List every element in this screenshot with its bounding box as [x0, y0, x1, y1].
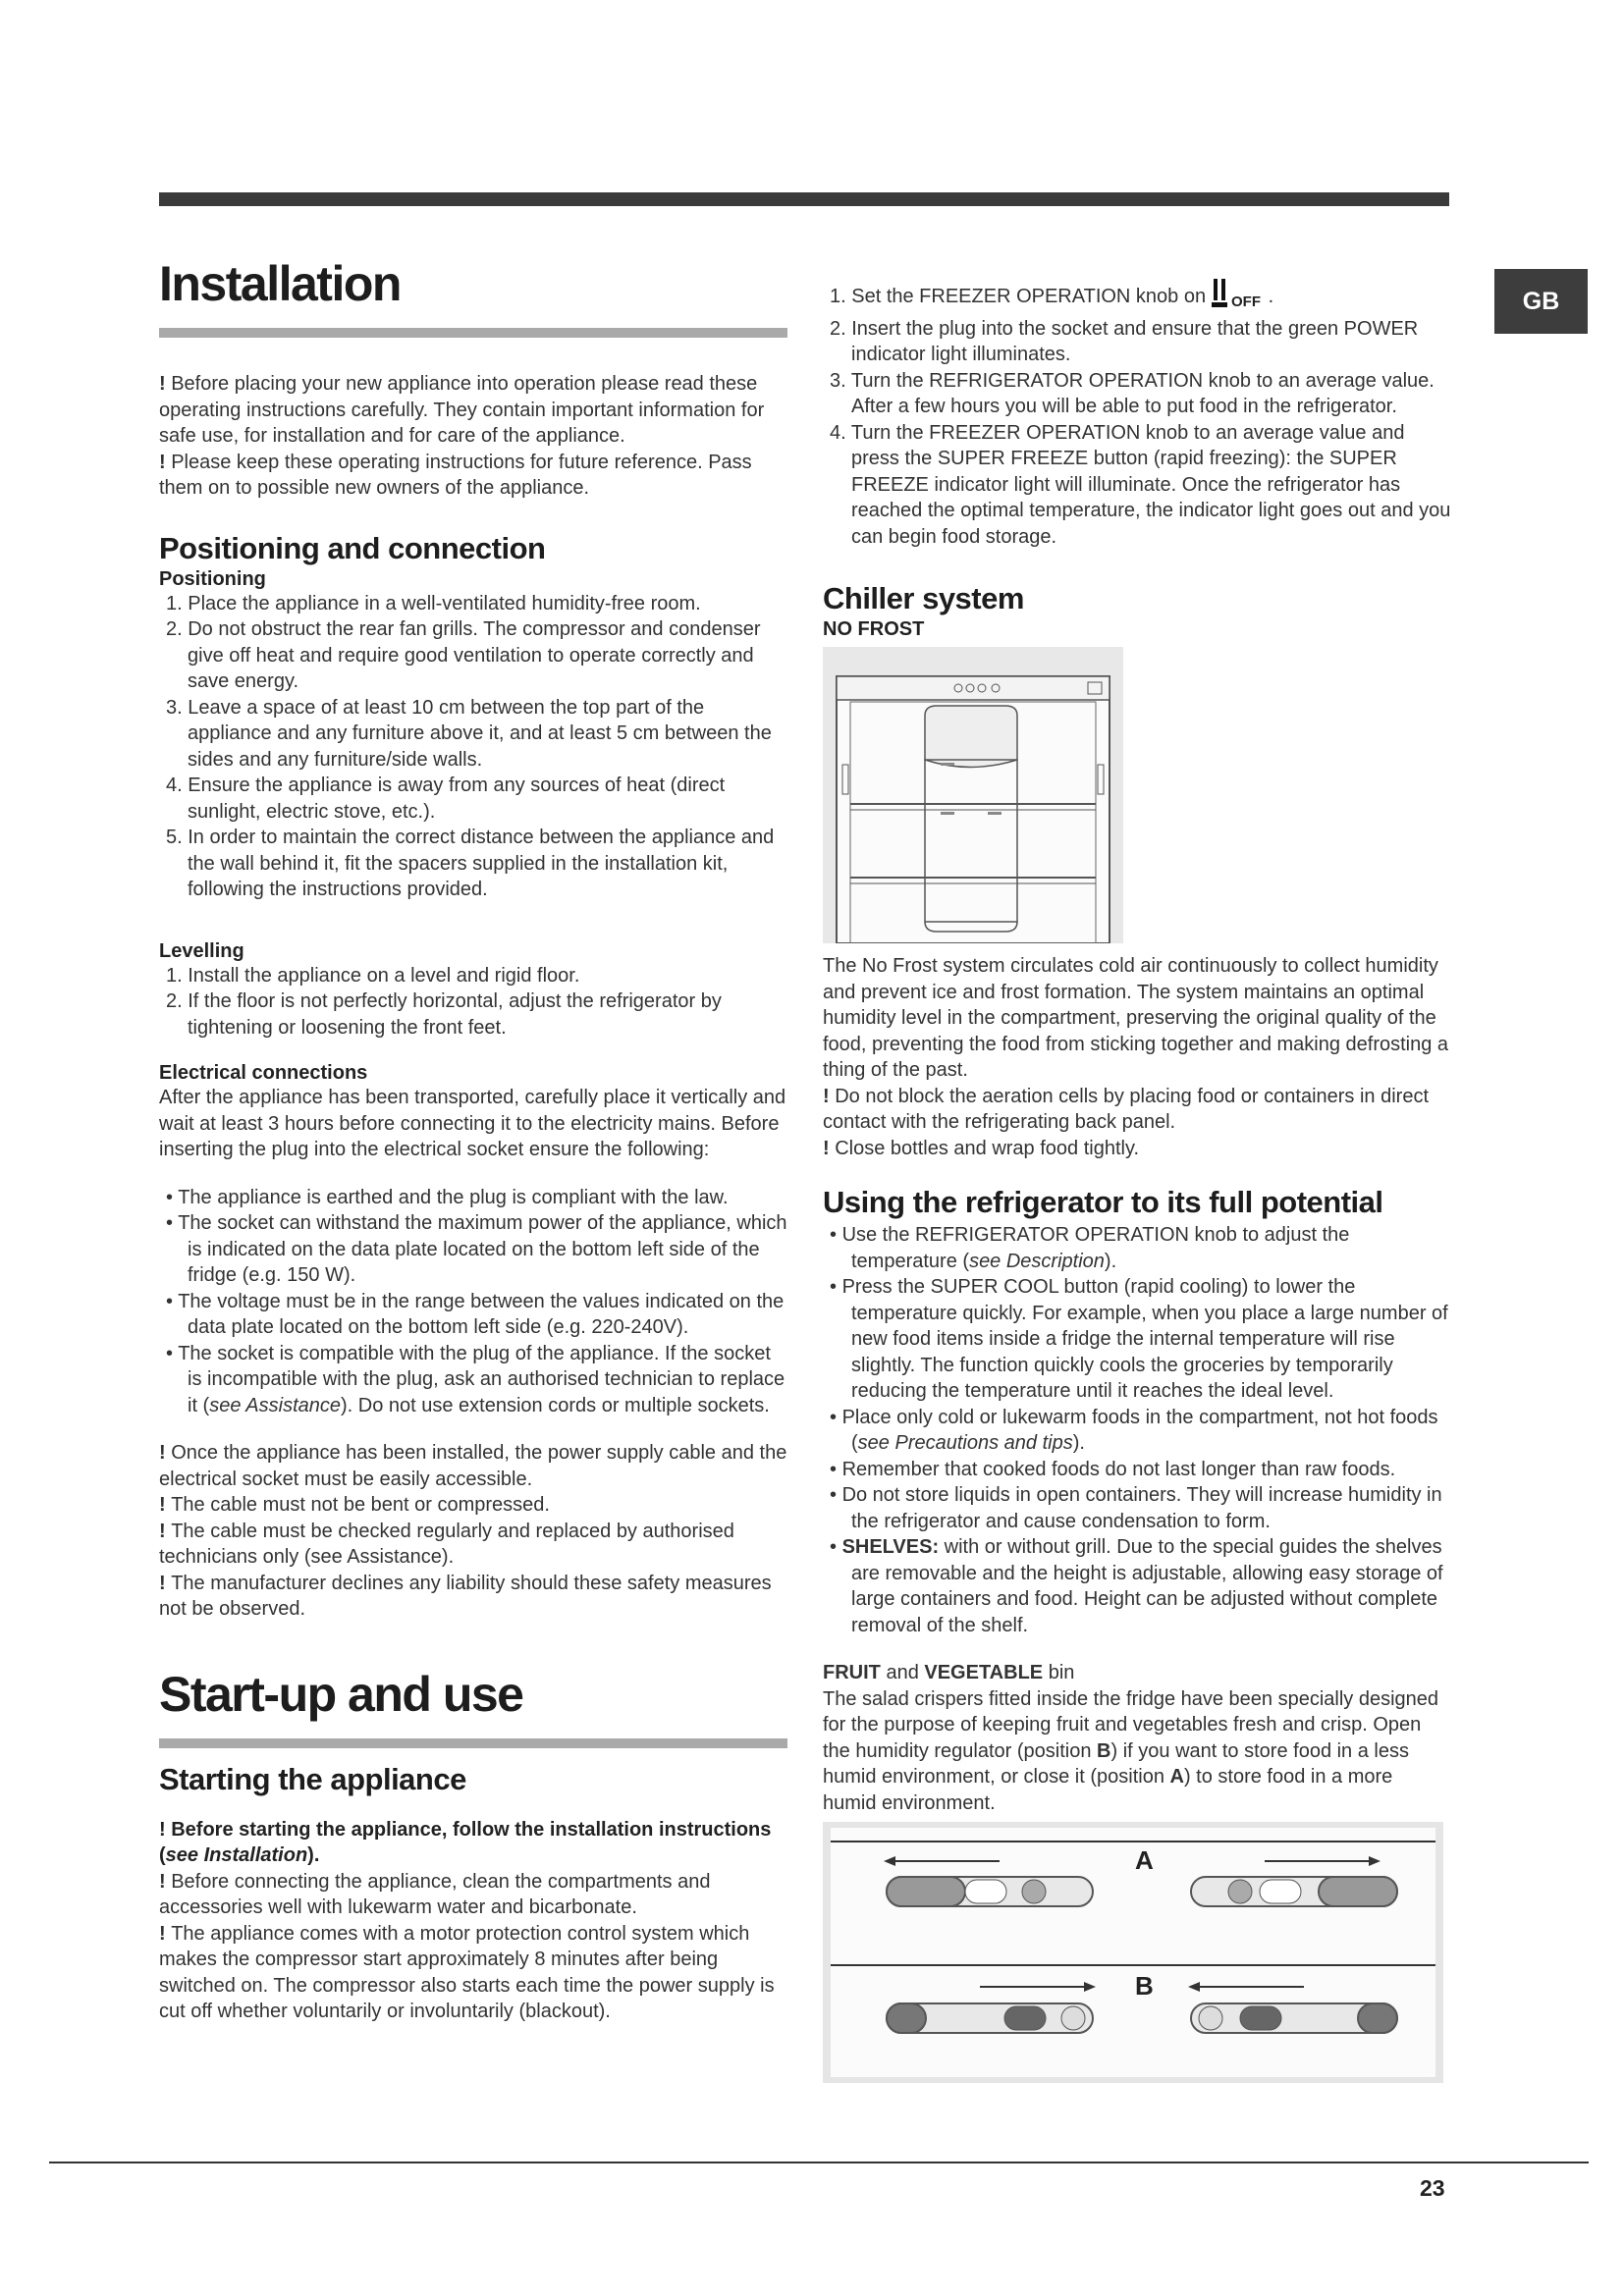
right-column	[823, 279, 1451, 2083]
cable-warning-2: ! The cable must not be bent or compressed.	[159, 1494, 550, 1516]
no-frost-subtitle: NO FROST	[823, 618, 925, 640]
startup-warning-1: ! Before connecting the appliance, clean the compartments and accessories well with lukewarm water and bicarbonate.	[159, 1870, 711, 1918]
list-item: 4. Ensure the appliance is away from any sources of heat (direct sunlight, electric stove, etc.).	[166, 774, 726, 823]
list-item: • The socket is compatible with the plug of the appliance. If the socket is incompatible with the plug, ask an authorised technician to replace it (see Assistance). Do not use extension cords or multiple sockets.	[159, 1341, 787, 1419]
intro-warning-2: ! Please keep these operating instructions for future reference. Pass them on to possible new owners of the appliance.	[159, 451, 752, 499]
fridge-illustration	[823, 647, 1123, 943]
liability-warning: ! The manufacturer declines any liability should these safety measures not be observed.	[159, 1572, 772, 1620]
off-symbol-icon	[1212, 279, 1269, 316]
chiller-title: Chiller system	[823, 581, 1024, 615]
header-rule	[159, 192, 1449, 206]
footer-rule	[49, 2162, 1589, 2163]
no-frost-warning-2: ! Close bottles and wrap food tightly.	[823, 1137, 1140, 1159]
position-b-label: B	[1135, 1971, 1154, 2001]
fruit-vegetable-text: The salad crispers fitted inside the fridge have been specially designed for the purpose of keeping fruit and vegetables fresh and crisp. Open the humidity regulator (position B) if you want to store food in a less humid environment, or close it (position A) to store food in a more humid environment.	[823, 1687, 1439, 1814]
page-number: 23	[1420, 2175, 1445, 2201]
list-item: • Press the SUPER COOL button (rapid cooling) to lower the temperature quickly. For example, when you place a large number of new food items inside a fridge the internal temperature will rise slightly. The function quickly cools the groceries by temporarily reducing the temperature until it reaches the ideal level.	[823, 1274, 1451, 1405]
list-item: • Place only cold or lukewarm foods in the compartment, not hot foods (see Precautions and tips).	[823, 1405, 1451, 1457]
starting-appliance-title: Starting the appliance	[159, 1761, 466, 1796]
levelling-list	[159, 963, 787, 1041]
startup-warning-2: ! The appliance comes with a motor protection control system which makes the compressor start approximately 8 minutes after being switched on. The compressor also starts each time the power supply is cut off whether voluntarily or involuntarily (blackout).	[159, 1922, 775, 2022]
levelling-subtitle: Levelling	[159, 939, 244, 962]
list-item: 1. Place the appliance in a well-ventilated humidity-free room.	[166, 592, 701, 614]
list-item: 5. In order to maintain the correct distance between the appliance and the wall behind it, fit the spacers supplied in the installation kit, following the instructions provided.	[166, 827, 775, 900]
step-item: 2. Insert the plug into the socket and ensure that the green POWER indicator light illuminates.	[830, 317, 1419, 365]
positioning-connection-title: Positioning and connection	[159, 530, 546, 565]
intro-warning-1: ! Before placing your new appliance into operation please read these operating instructions carefully. They contain important information for safe use, for installation and for care of the appliance.	[159, 373, 765, 447]
list-item: 1. Install the appliance on a level and rigid floor.	[166, 964, 580, 987]
step-item: 1. Set the FREEZER OPERATION knob on OFF .	[823, 279, 1451, 316]
list-item: • The socket can withstand the maximum power of the appliance, which is indicated on the data plate located on the bottom left side of the fridge (e.g. 150 W).	[159, 1210, 787, 1289]
list-item: • The voltage must be in the range between the values indicated on the data plate located on the bottom left side (e.g. 220-240V).	[159, 1289, 787, 1341]
installation-title: Installation	[159, 255, 787, 338]
svg-text:OFF: OFF	[1230, 294, 1261, 308]
list-item: • Remember that cooked foods do not last longer than raw foods.	[823, 1457, 1451, 1483]
list-item: • Do not store liquids in open containers. They will increase humidity in the refrigerator and cause condensation to form.	[823, 1482, 1451, 1534]
positioning-list	[159, 591, 787, 903]
no-frost-text: The No Frost system circulates cold air continuously to collect humidity and prevent ice and frost formation. The system maintains an optimal humidity level in the compartment, preserving the original quality of the food, preventing the food from sticking together and making defrosting a thing of the past.	[823, 955, 1449, 1081]
list-item: 2. If the floor is not perfectly horizontal, adjust the refrigerator by tightening or loosening the front feet.	[166, 990, 722, 1039]
cable-warning-1: ! Once the appliance has been installed, the power supply cable and the electrical socket must be easily accessible.	[159, 1442, 787, 1490]
positioning-subtitle: Positioning	[159, 567, 266, 590]
list-item: • The appliance is earthed and the plug is compliant with the law.	[159, 1185, 787, 1211]
humidity-regulator-illustration	[823, 1822, 1443, 2083]
startup-title: Start-up and use	[159, 1666, 787, 1748]
cable-warning-3: ! The cable must be checked regularly and replaced by authorised technicians only (see Assistance).	[159, 1520, 734, 1568]
list-item: 2. Do not obstruct the rear fan grills. The compressor and condenser give off heat and require good ventilation to operate correctly and save energy.	[166, 618, 761, 692]
list-item: • Use the REFRIGERATOR OPERATION knob to adjust the temperature (see Description).	[823, 1222, 1451, 1274]
step-item: 3. Turn the REFRIGERATOR OPERATION knob to an average value. After a few hours you will be able to put food in the refrigerator.	[830, 369, 1435, 417]
left-column	[159, 255, 787, 2025]
position-a-label: A	[1135, 1845, 1154, 1875]
electrical-intro: After the appliance has been transported, carefully place it vertically and wait at least 3 hours before connecting it to the electricity mains. Before inserting the plug into the electrical socket ensure the following:	[159, 1087, 786, 1160]
using-refrigerator-title: Using the refrigerator to its full potential	[823, 1185, 1383, 1219]
no-frost-warning-1: ! Do not block the aeration cells by placing food or containers in direct contact with the refrigerating back panel.	[823, 1085, 1430, 1133]
fruit-vegetable-heading: FRUIT and VEGETABLE bin	[823, 1662, 1075, 1683]
startup-bold-warning: ! Before starting the appliance, follow the installation instructions (see Installation).	[159, 1818, 772, 1866]
startup-steps	[823, 279, 1451, 550]
using-bullets	[823, 1222, 1451, 1638]
electrical-subtitle: Electrical connections	[159, 1062, 368, 1084]
electrical-bullets	[159, 1185, 787, 1419]
language-tab: GB	[1494, 269, 1588, 334]
list-item: 3. Leave a space of at least 10 cm between the top part of the appliance and any furniture above it, and at least 5 cm between the sides and any furniture/side walls.	[166, 696, 772, 771]
step-item: 4. Turn the FREEZER OPERATION knob to an average value and press the SUPER FREEZE button (rapid freezing): the SUPER FREEZE indicator light will illuminate. Once the refrigerator has reached the optimal temperature, the indicator light goes out and you can begin food storage.	[830, 421, 1451, 548]
list-item: • SHELVES: with or without grill. Due to the special guides the shelves are removable and the height is adjustable, allowing easy storage of large containers and food. Height can be adjusted without complete removal of the shelf.	[823, 1534, 1451, 1638]
